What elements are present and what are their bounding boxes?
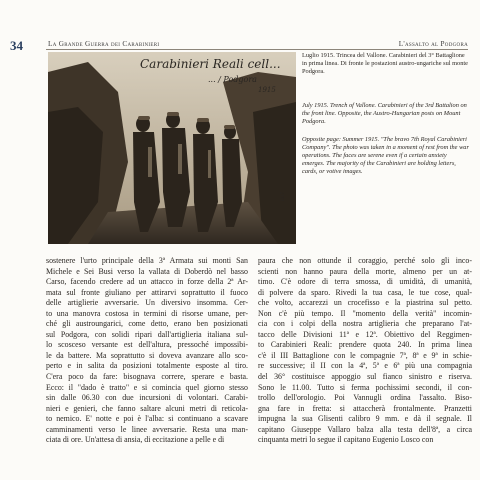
body-text-line: scienti non hanno paura della morte, almeno per un at- (258, 266, 472, 276)
caption-italian: Luglio 1915. Trincea del Vallone. Carabinieri del 3° Battaglione in prima linea. Di fronte le postazioni austro-ungariche sul monte Podgora. (302, 52, 468, 76)
body-text-line: sul Podgora, con solidi ripari dall'artiglieria italiana sul- (46, 329, 248, 339)
body-text-line: le da battere. Ma soprattutto si doveva avanzare allo sco- (46, 350, 248, 360)
body-text-line: camminamenti verso le linee avversarie. Resta una man- (46, 424, 248, 434)
photo-margin-note: 1917 (281, 192, 286, 202)
body-text-line: delle artiglierie avversarie. Un diversivo insomma. Cer- (46, 298, 248, 308)
photo-handwriting-line-3: 1915 (258, 86, 276, 94)
body-text-line: paura che non ottunde il coraggio, perché solo gli inco- (258, 256, 472, 265)
body-text-line: sin dalle 06.30 con due incursioni di volontari. Carabi- (46, 393, 248, 403)
body-text-line: perto e in salita da posizioni totalmente esposte al tiro. (46, 361, 248, 371)
photo-handwriting-line-1: Carabinieri Reali cell... (140, 57, 281, 71)
body-text-line: cinquanta metri lo segue il capitano Eugenio Losco con (258, 435, 434, 445)
body-text-line: C'era poco da fare: bisognava correre, sperare e basta. (46, 372, 248, 382)
body-text-line: gna fare in fretta: si attaccherà frontalmente. Pranzetti (258, 403, 472, 413)
body-text-line: lo scosceso versante est dell'altura, pressoché impossibi- (46, 340, 248, 350)
body-text-line: ché gli austroungarici, come detto, erano ben posizionati (46, 319, 248, 329)
body-text-line: to Carabinieri Reali: prendere quota 240. In prima linea (258, 340, 472, 350)
body-text-line: mata sul fronte giuliano per attirarvi soprattutto il fuoco (46, 287, 248, 297)
running-head-right: L'assalto al Podgora (398, 40, 468, 48)
body-text-line: re successive; il II con la 4ª, 5ª e 6ª più una compagnia (258, 361, 472, 371)
body-text-line: Ecco: il "dado è tratto" e si comincia quel giorno stesso (46, 382, 248, 392)
photo-illustration (48, 52, 296, 244)
body-text-line: nieri e genieri, che fanno saltare alcuni metri di reticola- (46, 403, 248, 413)
body-text-line: timo. C'è odore di terra smossa, di umidità, di umanità, (258, 277, 472, 287)
body-text-line: che volto, accarezzi un crocefisso e la piastrina sul petto. (258, 298, 472, 308)
body-text-line: c'è il III Battaglione con le compagnie 7ª, 8ª e 9ª in schie- (258, 350, 472, 360)
header-rule (46, 49, 468, 50)
caption-english-opposite-page: Opposite page: Summer 1915. "The bravo 7th Royal Carabinieri Company". The photo was taken in a moment of rest from the war operations. The faces are serene even if a certain anxiety emerges. The majority of the Carabinieri are holding letters, cards, or votive images. (302, 136, 469, 176)
body-text-line: trollo dell'orologio. Poi Vannugli ordina l'assalto. Biso- (258, 393, 472, 403)
body-text-line: ciata di ore. Un'attesa di ansia, di eccitazione a pelle e di (46, 435, 225, 445)
body-text-line: del 36° costituisce appoggio sul fianco sinistro e riserva. (258, 372, 472, 382)
body-column-left (46, 256, 248, 446)
body-text-line: to una manovra costosa in termini di risorse umane, per- (46, 308, 248, 318)
body-text-line: di polvere da sparo. Rivedi la tua casa, le tue cose, qual- (258, 287, 472, 297)
body-text-line: sostenere l'urto principale della 3ª Armata sui monti San (46, 256, 248, 265)
body-text-line: Sono le 11.00. Tutto si ferma pochissimi secondi, il con- (258, 382, 472, 392)
body-text-line: tacco delle Divisioni 11ª e 12ª. Obiettivo del Reggimen- (258, 329, 472, 339)
body-text-line: to nemico. E' notte e poi è l'alba: si continuano a scavare (46, 414, 248, 424)
caption-english: July 1915. Trench of Vallone. Carabinieri of the 3rd Battalion on the front line. Opposite, the Austro-Hungarian posts on Mount Podgora. (302, 102, 467, 126)
historical-photo (48, 52, 296, 244)
running-head-left: La Grande Guerra dei Carabinieri (48, 40, 160, 48)
body-text-line: Non c'è più tempo. Il "momento della verità" incomin- (258, 308, 472, 318)
body-text-line: capitano Giuseppe Vallaro balza alla testa dell'8ª, a circa (258, 424, 472, 434)
body-text-line: cia con i colpi della nostra artiglieria che preparano l'at- (258, 319, 472, 329)
photo-handwriting-line-2: ... / Podgora (208, 75, 257, 84)
body-text-line: impugna la sua Glisenti calibro 9 mm. e dà il segnale. Il (258, 414, 472, 424)
body-text-line: Carso, facendo credere ad un attacco in forze della 2ª Ar- (46, 277, 248, 287)
body-column-right (258, 256, 472, 446)
page-number: 34 (10, 38, 23, 53)
body-text-line: Michele e Sei Busi verso la vallata di Doberdò nel basso (46, 266, 248, 276)
